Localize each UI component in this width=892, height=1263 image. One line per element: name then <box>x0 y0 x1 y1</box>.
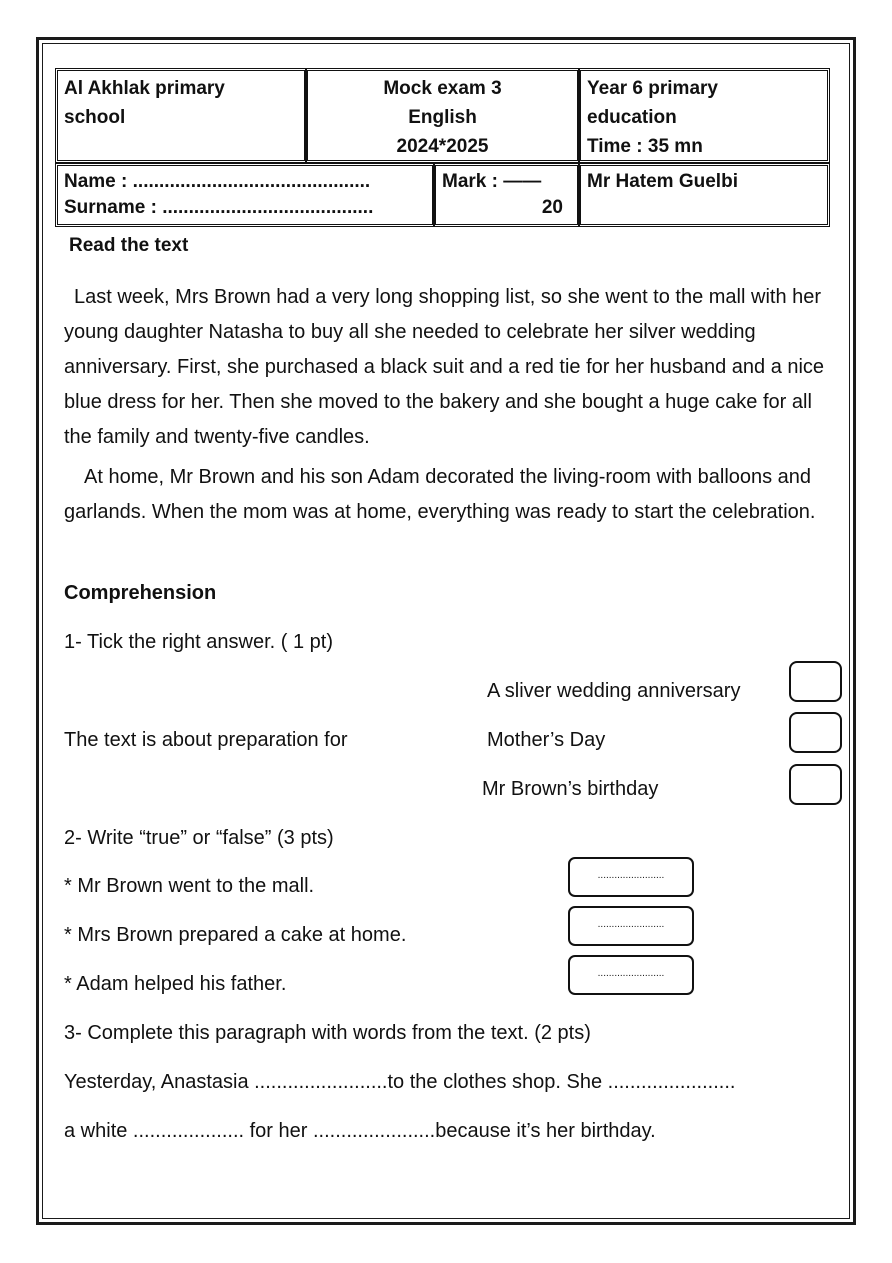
q3-line-2[interactable]: a white .................... for her ......................because it’s her birthday. <box>64 1120 656 1142</box>
mark-cell <box>433 163 580 227</box>
exam-title: Mock exam 3 <box>383 78 502 99</box>
q1-stem: The text is about preparation for <box>64 729 348 751</box>
year-line1: Year 6 primary <box>587 78 718 99</box>
year-line2: education <box>587 107 677 128</box>
exam-subject: English <box>408 107 477 128</box>
q3-line-1[interactable]: Yesterday, Anastasia ........................to the clothes shop. She ....................... <box>64 1071 736 1093</box>
q3-instruction: 3- Complete this paragraph with words from the text. (2 pts) <box>64 1022 591 1044</box>
q1-instruction: 1- Tick the right answer. ( 1 pt) <box>64 631 333 653</box>
comprehension-title: Comprehension <box>64 582 217 604</box>
exam-cell <box>305 68 580 163</box>
q1-tick-box-2[interactable] <box>789 712 842 753</box>
q2-statement-2: * Mrs Brown prepared a cake at home. <box>64 924 407 946</box>
q2-statement-1: * Mr Brown went to the mall. <box>64 875 315 897</box>
q1-tick-box-1[interactable] <box>789 661 842 702</box>
exam-year: 2024*2025 <box>396 136 489 157</box>
teacher-cell <box>578 163 830 227</box>
q1-tick-box-3[interactable] <box>789 764 842 805</box>
q2-answer-box-1[interactable]: ........................ <box>568 857 694 897</box>
reading-title: Read the text <box>69 235 189 256</box>
q1-option-2: Mother’s Day <box>487 729 606 751</box>
q2-instruction: 2- Write “true” or “false” (3 pts) <box>64 827 334 849</box>
year-cell <box>578 68 830 163</box>
name-cell <box>55 163 435 227</box>
reading-paragraph-1: Last week, Mrs Brown had a very long shopping list, so she went to the mall with her young daughter Natasha to buy all she needed to celebrate her silver wedding anniversary. First, she purchased a black suit and a red tie for her husband and a nice blue dress for her. Then she moved to the bakery and she bought a huge cake for all the family and twenty-five candles. <box>64 286 825 448</box>
name-field[interactable]: Name : ............................................. <box>64 171 371 192</box>
q2-answer-box-3[interactable]: ........................ <box>568 955 694 995</box>
q1-option-3: Mr Brown’s birthday <box>482 778 659 800</box>
mark-total: 20 <box>541 197 563 218</box>
surname-field[interactable]: Surname : ........................................ <box>64 197 374 218</box>
exam-time: Time : 35 mn <box>587 136 703 157</box>
q1-option-1: A sliver wedding anniversary <box>487 680 741 702</box>
q2-statement-3: * Adam helped his father. <box>64 973 287 995</box>
reading-paragraph-2: At home, Mr Brown and his son Adam decorated the living-room with balloons and garlands. When the mom was at home, everything was ready to start the celebration. <box>64 466 816 523</box>
mark-label: Mark : —— <box>442 171 542 192</box>
school-name-line2: school <box>64 107 126 128</box>
school-cell <box>55 68 307 163</box>
q2-answer-box-2[interactable]: ........................ <box>568 906 694 946</box>
school-name-line1: Al Akhlak primary <box>64 78 225 99</box>
teacher-name: Mr Hatem Guelbi <box>587 171 738 192</box>
